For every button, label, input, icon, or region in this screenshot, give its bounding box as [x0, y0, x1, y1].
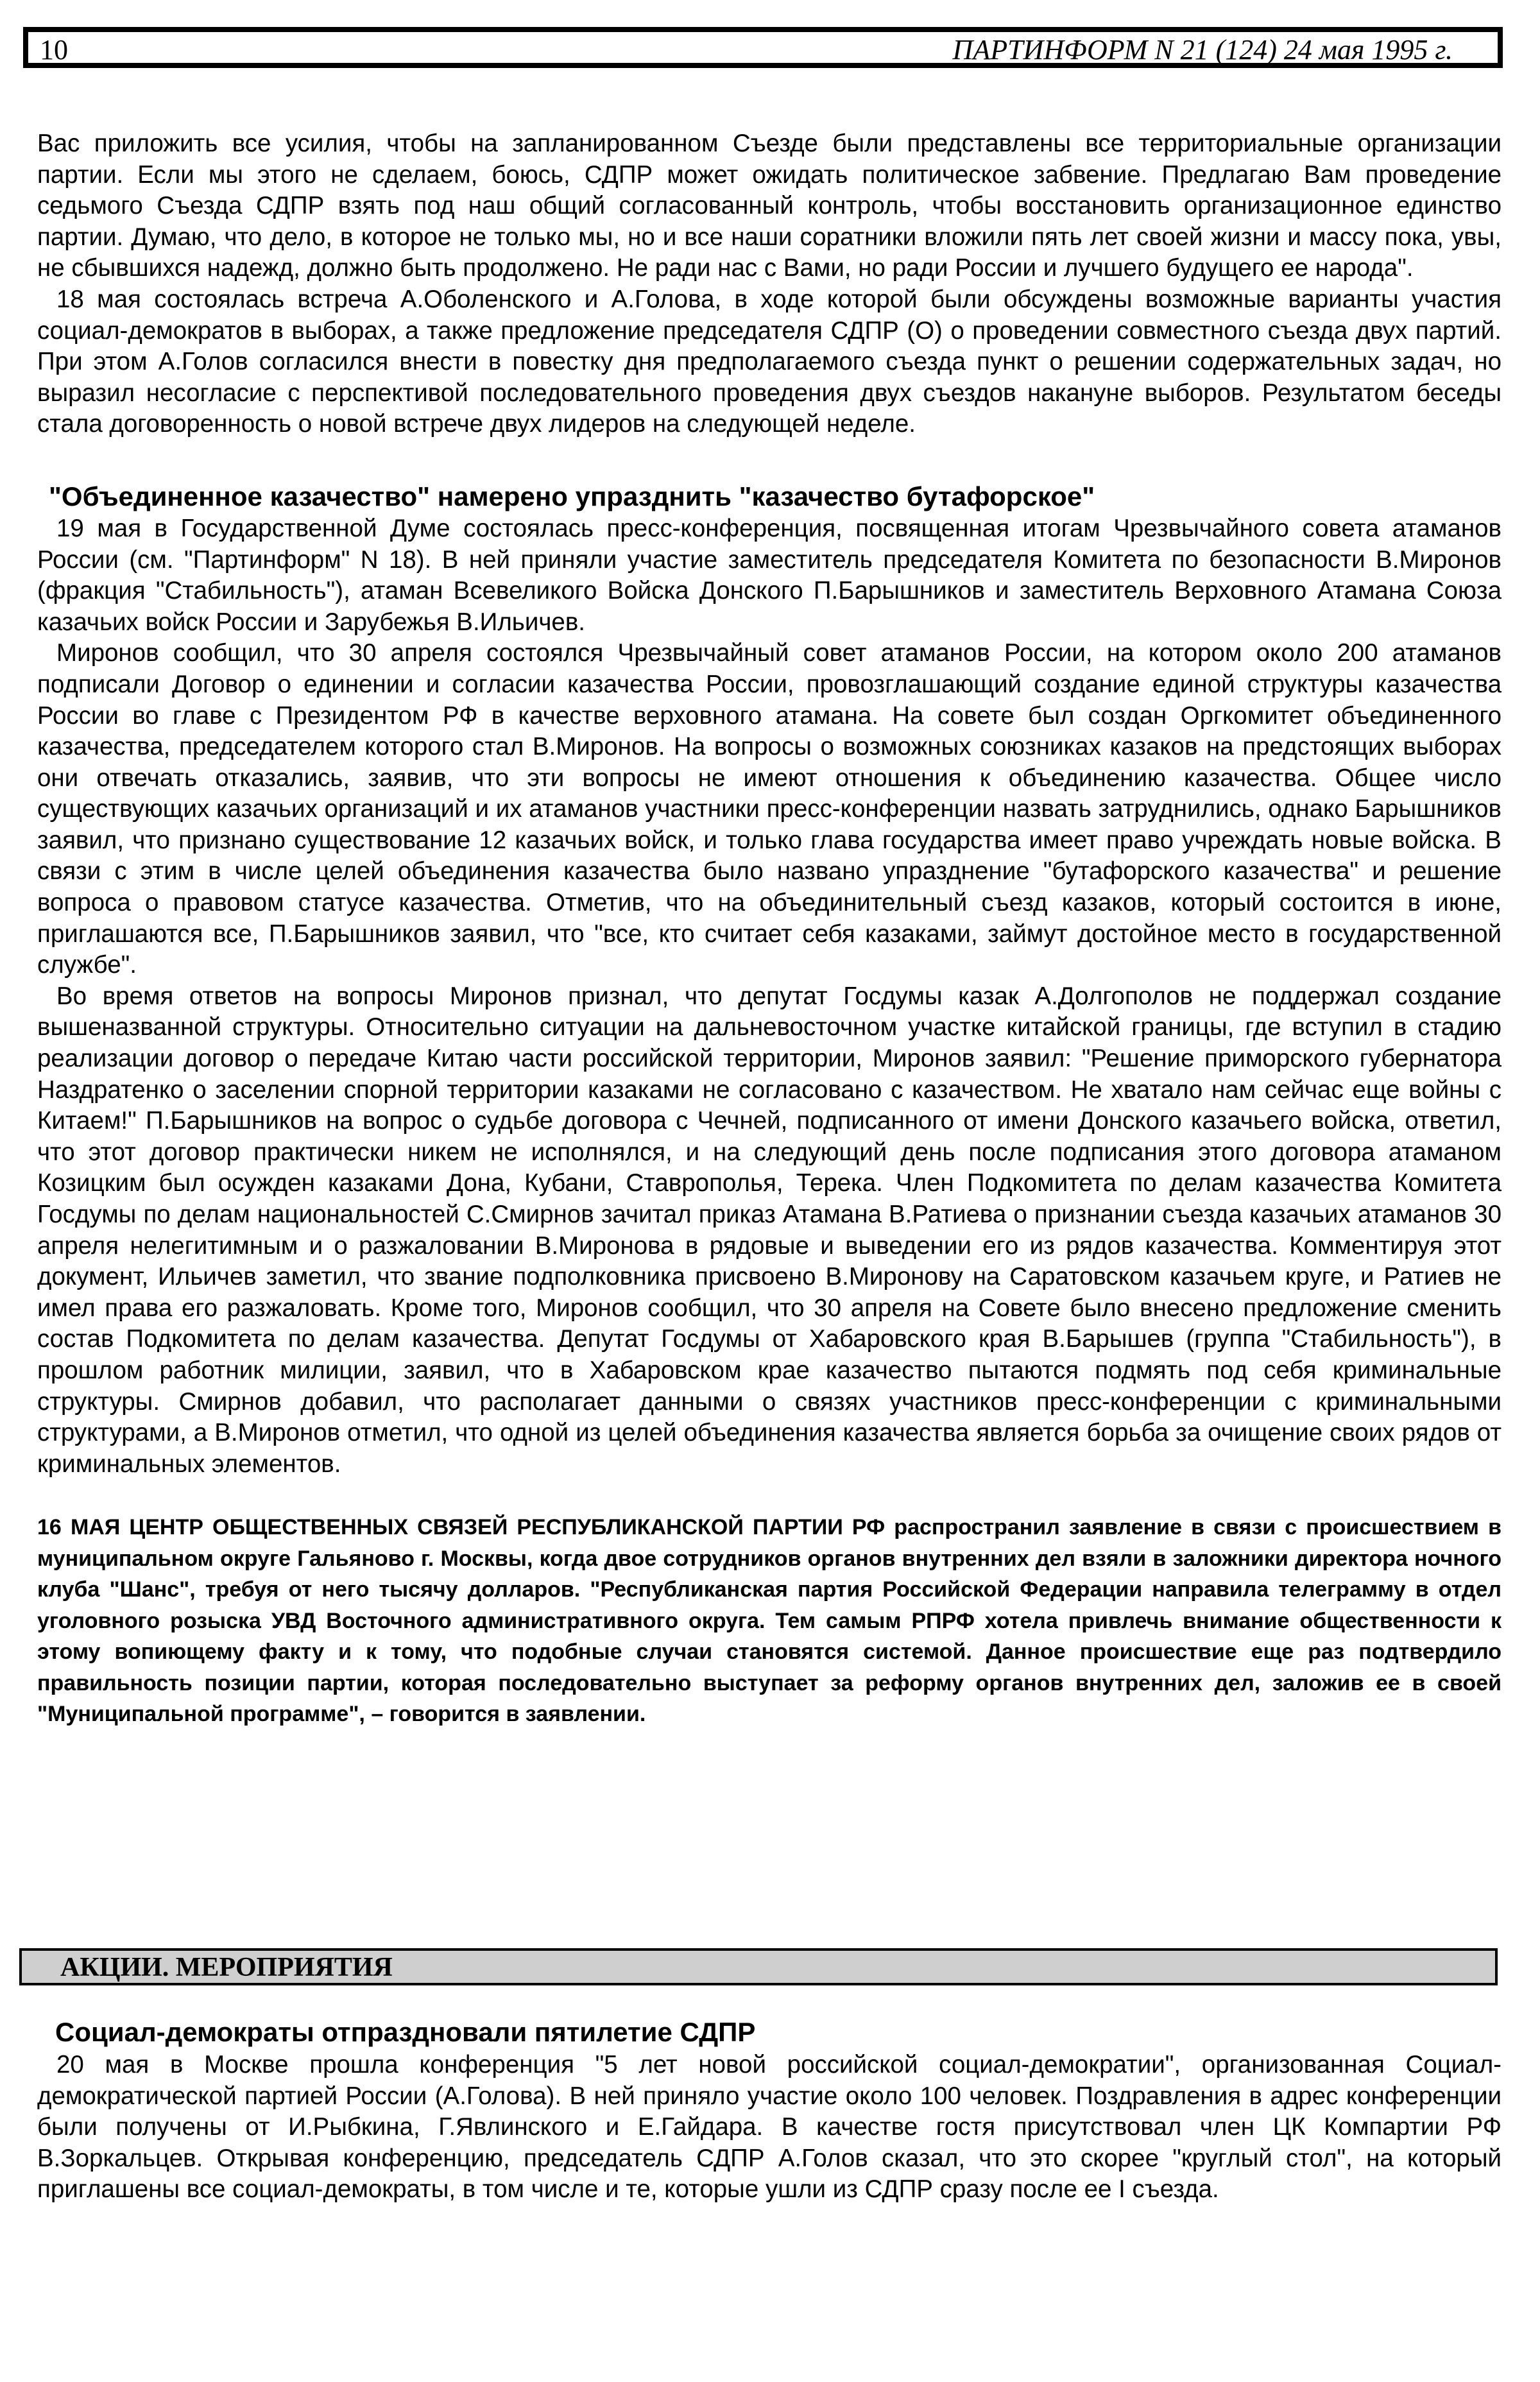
bottom-article	[37, 2015, 1502, 2206]
article-title: "Объединенное казачество" намерено упразднить "казачество бутафорское"	[49, 481, 1095, 511]
page-header	[23, 27, 1503, 68]
paragraph: 18 мая состоялась встреча А.Оболенского и А.Голова, в ходе которой были обсуждены возможные варианты участия социал-демократов в выборах, а также предложение председателя СДПР (О) о проведении совместного съезда двух партий. При этом А.Голов согласился внести в повестку дня предполагаемого съезда пункт о решении содержательных задач, но выразил несогласие с перспективой последовательного проведения двух съездов накануне выборов. Результатом беседы стала договоренность о новой встрече двух лидеров на следующей неделе.	[37, 285, 1502, 438]
paragraph: Миронов сообщил, что 30 апреля состоялся Чрезвычайный совет атаманов России, на котором около 200 атаманов подписали Договор о единении и согласии казачества России, провозглашающий создание единой структуры казачества России во главе с Президентом РФ в качестве верховного атамана. На совете был создан Оргкомитет объединенного казачества, председателем которого стал В.Миронов. На вопросы о возможных союзниках казаков на предстоящих выборах они отвечать отказались, заявив, что эти вопросы не имеют отношения к объединению казачества. Общее число существующих казачьих организаций и их атаманов участники пресс-конференции назвать затруднились, однако Барышников заявил, что признано существование 12 казачьих войск, и только глава государства имеет право учреждать новые войска. В связи с этим в числе целей объединения казачества было названо упразднение "бутафорского казачества" и решение вопроса о правовом статусе казачества. Отметив, что на объединительный съезд казаков, который состоится в июне, приглашаются все, П.Барышников заявил, что "все, кто считает себя казаками, займут достойное место в государственной службе".	[37, 639, 1502, 979]
press-notice: 16 МАЯ ЦЕНТР ОБЩЕСТВЕННЫХ СВЯЗЕЙ РЕСПУБЛИКАНСКОЙ ПАРТИИ РФ распространил заявление в связи с происшествием в муниципальном округе Гальяново г. Москвы, когда двое сотрудников органов внутренних дел взяли в заложники директора ночного клуба "Шанс", требуя от него тысячу долларов. "Республиканская партия Российской Федерации направила телеграмму в отдел уголовного розыска УВД Восточного административного округа. Тем самым РПРФ хотела привлечь внимание общественности к этому вопиющему факту и к тому, что подобные случаи становятся системой. Данное происшествие еще раз подтвердило правильность позиции партии, которая последовательно выступает за реформу органов внутренних дел, заложив ее в своей "Муниципальной программе", – говорится в заявлении.	[37, 1515, 1502, 1727]
main-content	[37, 128, 1502, 1730]
paragraph: 19 мая в Государственной Думе состоялась пресс-конференция, посвященная итогам Чрезвычайного совета атаманов России (см. "Партинформ" N 18). В ней приняли участие заместитель председателя Комитета по безопасности В.Миронов (фракция "Стабильность"), атаман Всевеликого Войска Донского П.Барышников и заместитель Верховного Атамана Союза казачьих войск России и Зарубежья В.Ильичев.	[37, 514, 1502, 636]
section-title: АКЦИИ. МЕРОПРИЯТИЯ	[60, 1953, 393, 1982]
section-header	[19, 1948, 1498, 1985]
page-number: 10	[40, 34, 68, 65]
article-title: Социал-демократы отпраздновали пятилетие СДПР	[55, 2017, 756, 2047]
paragraph: Вас приложить все усилия, чтобы на запланированном Съезде были представлены все территориальные организации партии. Если мы этого не сделаем, боюсь, СДПР может ожидать политическое забвение. Предлагаю Вам проведение седьмого Съезда СДПР взять под наш общий согласованный контроль, чтобы восстановить организационное единство партии. Думаю, что дело, в которое не только мы, но и все наши соратники вложили пять лет своей жизни и массу пока, увы, не сбывшихся надежд, должно быть продолжено. Не ради нас с Вами, но ради России и лучшего будущего ее народа".	[37, 130, 1502, 282]
paragraph: Во время ответов на вопросы Миронов признал, что депутат Госдумы казак А.Долгополов не поддержал создание вышеназванной структуры. Относительно ситуации на дальневосточном участке китайской границы, где вступил в стадию реализации договор о передаче Китаю части российской территории, Миронов заявил: "Решение приморского губернатора Наздратенко о заселении спорной территории казаками не согласовано с казачеством. Не хватало нам сейчас еще войны с Китаем!" П.Барышников на вопрос о судьбе договора с Чечней, подписанного от имени Донского казачьего войска, ответил, что этот договор практически никем не исполнялся, и на следующий день после подписания этого договора атаманом Козицким был осужден казаками Дона, Кубани, Ставрополья, Терека. Член Подкомитета по делам казачества Комитета Госдумы по делам национальностей С.Смирнов зачитал приказ Атамана В.Ратиева о признании съезда казачьих атаманов 30 апреля нелегитимным и о разжаловании В.Миронова в рядовые и выведении его из рядов казачества. Комментируя этот документ, Ильичев заметил, что звание подполковника присвоено В.Миронову на Саратовском казачьем круге, и Ратиев не имел права его разжаловать. Кроме того, Миронов сообщил, что 30 апреля на Совете было внесено предложение сменить состав Подкомитета по делам казачества. Депутат Госдумы от Хабаровского края В.Барышев (группа "Стабильность"), в прошлом работник милиции, заявил, что в Хабаровском крае казачество пытаются подмять под себя криминальные структуры. Смирнов добавил, что располагает данными о связях участников пресс-конференции с криминальными структурами, а В.Миронов отметил, что одной из целей объединения казачества является борьба за очищение своих рядов от криминальных элементов.	[37, 982, 1502, 1478]
issue-title: ПАРТИНФОРМ N 21 (124) 24 мая 1995 г.	[952, 34, 1453, 65]
paragraph: 20 мая в Москве прошла конференция "5 лет новой российской социал-демократии", организованная Социал-демократической партией России (А.Голова). В ней приняло участие около 100 человек. Поздравления в адрес конференции были получены от И.Рыбкина, Г.Явлинского и Е.Гайдара. В качестве гостя присутствовал член ЦК Компартии РФ В.Зоркальцев. Открывая конференцию, председатель СДПР А.Голов сказал, что это скорее "круглый стол", на который приглашены все социал-демократы, в том числе и те, которые ушли из СДПР сразу после ее I съезда.	[37, 2051, 1502, 2204]
